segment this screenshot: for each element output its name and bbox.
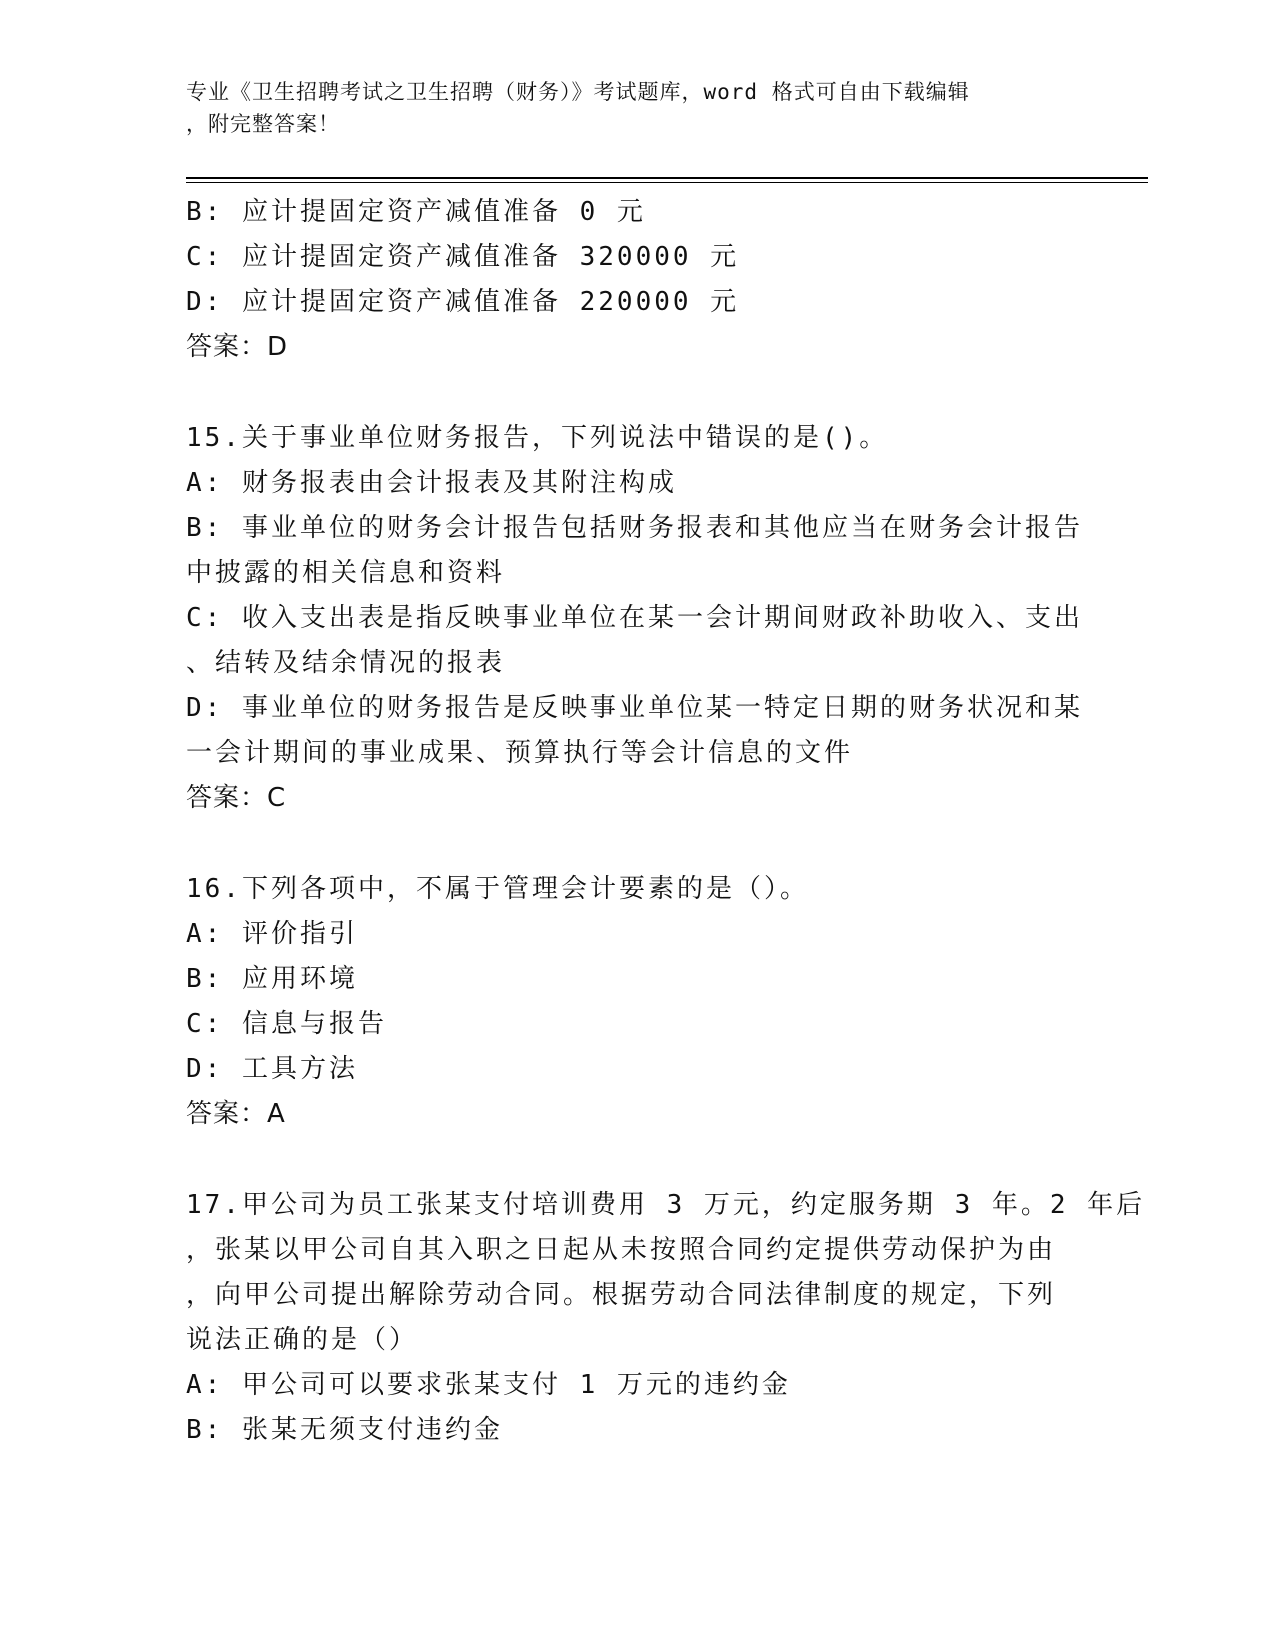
option-d: D: 事业单位的财务报告是反映事业单位某一特定日期的财务状况和某 xyxy=(186,693,1083,723)
option-c: C: 应计提固定资产减值准备 320000 元 xyxy=(186,242,740,272)
answer: 答案：A xyxy=(186,1099,286,1129)
header-title-line: 专业《卫生招聘考试之卫生招聘（财务）》考试题库，word 格式可自由下载编辑 xyxy=(186,80,970,104)
option-b: B: 应计提固定资产减值准备 0 元 xyxy=(186,197,646,227)
header-divider-thick xyxy=(186,177,1148,179)
question-stem-continued: ，向甲公司提出解除劳动合同。根据劳动合同法律制度的规定，下列 xyxy=(186,1280,1057,1310)
option-c: C: 信息与报告 xyxy=(186,1009,387,1039)
answer: 答案：D xyxy=(186,332,289,362)
spacer xyxy=(186,821,1086,867)
option-c: C: 收入支出表是指反映事业单位在某一会计期间财政补助收入、支出 xyxy=(186,603,1083,633)
option-c-continued: 、结转及结余情况的报表 xyxy=(186,648,506,678)
question-list xyxy=(186,190,1146,1453)
option-d-continued: 一会计期间的事业成果、预算执行等会计信息的文件 xyxy=(186,738,854,768)
question-stem-continued: ，张某以甲公司自其入职之日起从未按照合同约定提供劳动保护为由 xyxy=(186,1235,1057,1265)
document-header xyxy=(186,76,1066,140)
option-b: B: 应用环境 xyxy=(186,964,358,994)
header-title-line-continued: ，附完整答案！ xyxy=(186,112,340,136)
option-d: D: 应计提固定资产减值准备 220000 元 xyxy=(186,287,740,317)
answer: 答案：C xyxy=(186,783,287,813)
option-a: A: 财务报表由会计报表及其附注构成 xyxy=(186,468,677,498)
header-divider-thin xyxy=(186,182,1148,183)
question-stem: 15.关于事业单位财务报告，下列说法中错误的是()。 xyxy=(186,423,889,453)
option-b: B: 张某无须支付违约金 xyxy=(186,1415,503,1445)
question-17 xyxy=(186,1183,1146,1453)
option-d: D: 工具方法 xyxy=(186,1054,358,1084)
spacer xyxy=(186,1137,1086,1183)
question-stem: 16.下列各项中，不属于管理会计要素的是（）。 xyxy=(186,874,809,904)
question-16 xyxy=(186,867,1086,1137)
option-b: B: 事业单位的财务会计报告包括财务报表和其他应当在财务会计报告 xyxy=(186,513,1083,543)
option-a: A: 评价指引 xyxy=(186,919,358,949)
option-a: A: 甲公司可以要求张某支付 1 万元的违约金 xyxy=(186,1370,791,1400)
question-stem: 17.甲公司为员工张某支付培训费用 3 万元，约定服务期 3 年。2 年后 xyxy=(186,1190,1146,1220)
question-15 xyxy=(186,416,1086,821)
question-stem-continued: 说法正确的是（） xyxy=(186,1325,419,1355)
option-b-continued: 中披露的相关信息和资料 xyxy=(186,558,506,588)
question-14-tail xyxy=(186,190,1086,370)
spacer xyxy=(186,370,1086,416)
